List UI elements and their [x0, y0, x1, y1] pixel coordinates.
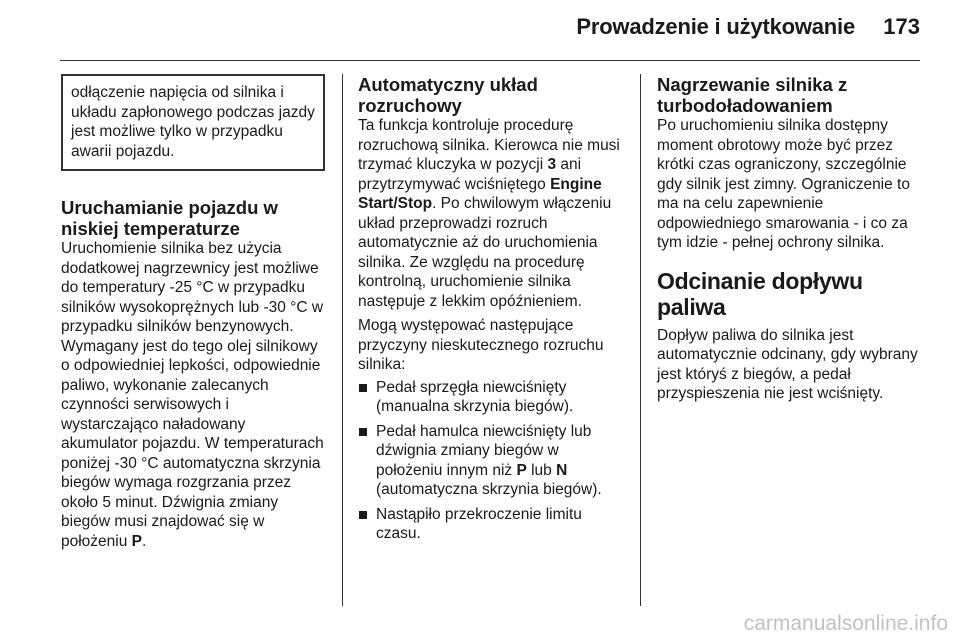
column-3 — [657, 74, 923, 404]
heading-fuel-cutoff: Odcinanie dopływu paliwa — [657, 267, 863, 320]
square-bullet-icon — [359, 384, 367, 392]
gear-position-p: P — [131, 532, 143, 550]
square-bullet-icon — [359, 428, 367, 436]
list-item: Pedał sprzęgła niewciśnięty (manualna skrzynia biegów). — [358, 378, 624, 417]
auto-start-paragraph-2: Mogą występować następujące przyczyny nieskutecznego rozruchu silnika: — [358, 317, 604, 373]
engine-start-stop-label: Engine Start/Stop — [358, 175, 602, 212]
page-header — [0, 0, 960, 60]
fuel-cutoff-paragraph: Dopływ paliwa do silnika jest automatycznie odcinany, gdy wybrany jest któryś z biegów, a pedał przyspieszenia nie jest wciśnięty. — [657, 326, 918, 402]
auto-start-paragraph-1: Ta funkcja kontroluje procedurę rozruchową silnika. Kierowca nie musi trzymać kluczyka w pozycji 3 ani przytrzymywać wciśniętego Engine Start/Stop. Po chwilowym włączeniu układ przeprowadzi rozruch automatycznie aż do uruchomienia silnika. Ze względu na procedurę kontrolną, uruchomienie silnika następuje z lekkim opóźnieniem. — [358, 117, 620, 310]
failure-causes-list — [358, 378, 624, 544]
heading-auto-start: Automatyczny układ rozruchowy — [358, 74, 538, 116]
heading-turbo-warmup: Nagrzewanie silnika z turbodoładowaniem — [657, 74, 848, 116]
notice-text: odłączenie napięcia od silnika i układu zapłonowego podczas jazdy jest możliwe tylko w przypadku awarii pojazdu. — [71, 84, 315, 160]
cold-start-paragraph: Uruchomienie silnika bez użycia dodatkowej nagrzewnicy jest możliwe do temperatury -25 °C w przypadku silników wysokoprężnych lub -30 °C w przypadku silników benzynowych. Wymagany jest do tego olej silnikowy o odpowiedniej lepkości, odpowiednie paliwo, wykonanie zalecanych czynności serwisowych i wystarczająco naładowany akumulator pojazdu. W temperaturach poniżej -30 °C automatyczna skrzynia biegów wymaga rozgrzania przez około 5 minut. Dźwignia zmiany biegów musi znajdować się w położeniu P. — [61, 240, 324, 550]
heading-cold-start: Uruchamianie pojazdu w niskiej temperaturze — [61, 197, 278, 239]
notice-box — [61, 74, 325, 171]
column-divider-1 — [342, 74, 343, 606]
list-item: Pedał hamulca niewciśnięty lub dźwignia zmiany biegów w położeniu innym niż P lub N (automatyczna skrzynia biegów). — [358, 422, 624, 500]
list-item: Nastąpiło przekroczenie limitu czasu. — [358, 505, 624, 544]
key-position: 3 — [547, 156, 557, 173]
column-2 — [358, 74, 624, 549]
turbo-warmup-paragraph: Po uruchomieniu silnika dostępny moment obrotowy może być przez krótki czas ograniczony, szczególnie gdy silnik jest zimny. Ograniczenie to ma na celu zapewnienie odpowiedniego smarowania - i co za tym idzie - pełnej ochrony silnika. — [657, 117, 910, 251]
page-number: 173 — [883, 14, 920, 39]
square-bullet-icon — [359, 511, 367, 519]
section-title: Prowadzenie i użytkowanie — [576, 14, 855, 39]
column-1 — [61, 74, 325, 551]
header-divider — [60, 60, 920, 61]
watermark: carmanualsonline.info — [743, 612, 948, 635]
column-divider-2 — [640, 74, 641, 606]
